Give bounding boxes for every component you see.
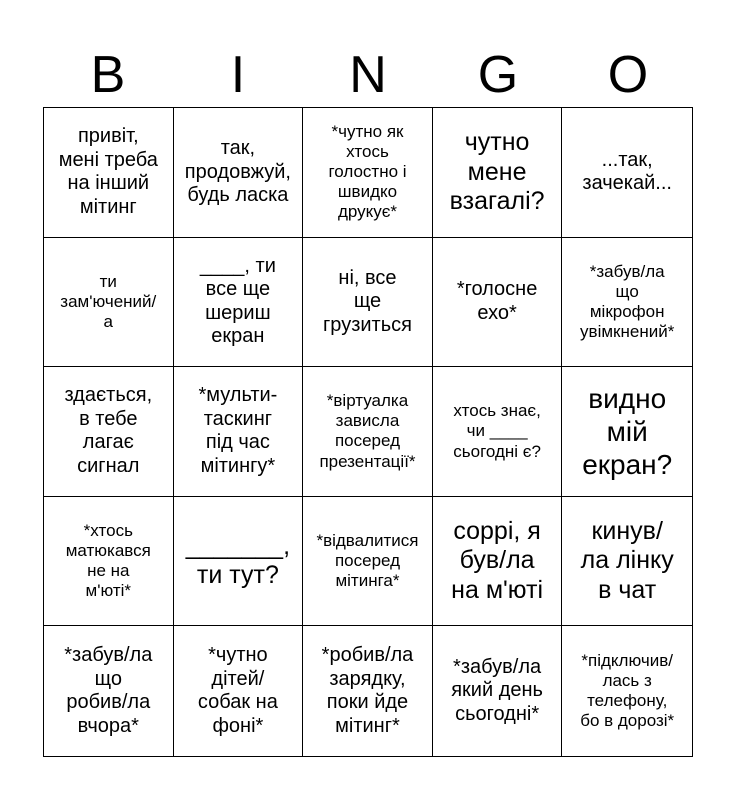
bingo-cell[interactable]: *чутно як хтось голостно і швидко друкує* — [303, 108, 433, 238]
bingo-card — [43, 107, 693, 757]
header-letter-b: B — [90, 46, 126, 104]
header-letter-n: N — [349, 46, 387, 104]
bingo-cell[interactable]: ...так, зачекай... — [562, 108, 692, 238]
bingo-cell[interactable]: видно мій екран? — [562, 367, 692, 497]
bingo-cell[interactable]: ____, ти все ще шериш екран — [174, 238, 304, 368]
bingo-cell[interactable]: *мульти- таскинг під час мітингу* — [174, 367, 304, 497]
bingo-cell[interactable]: *робив/ла зарядку, поки йде мітинг* — [303, 626, 433, 756]
bingo-cell[interactable]: привіт, мені треба на інший мітинг — [44, 108, 174, 238]
bingo-cell[interactable]: *забув/ла що робив/ла вчора* — [44, 626, 174, 756]
bingo-cell[interactable]: хтось знає, чи ____ сьогодні є? — [433, 367, 563, 497]
bingo-cell[interactable]: *відвалитися посеред мітинга* — [303, 497, 433, 627]
bingo-cell[interactable]: *підключив/ лась з телефону, бо в дорозі* — [580, 651, 675, 731]
bingo-cell[interactable]: *голосне ехо* — [433, 238, 563, 368]
bingo-cell[interactable]: ти зам'ючений/ а — [44, 238, 174, 368]
bingo-cell[interactable]: здається, в тебе лагає сигнал — [44, 367, 174, 497]
bingo-cell[interactable]: соррі, я був/ла на м'юті — [433, 497, 563, 627]
bingo-cell[interactable]: *забув/ла який день сьогодні* — [433, 626, 563, 756]
bingo-cell[interactable]: *забув/ла що мікрофон увімкнений* — [562, 238, 692, 368]
header-letter-o: O — [607, 46, 649, 104]
bingo-cell[interactable]: чутно мене взагалі? — [433, 108, 563, 238]
bingo-cell[interactable]: *віртуалка зависла посеред презентації* — [303, 367, 433, 497]
bingo-cell[interactable]: ні, все ще грузиться — [303, 238, 433, 368]
bingo-cell[interactable]: так, продовжуй, будь ласка — [174, 108, 304, 238]
bingo-cell[interactable]: *хтось матюкався не на м'юті* — [44, 497, 174, 627]
bingo-header — [43, 42, 693, 108]
header-letter-i: I — [230, 46, 246, 104]
bingo-cell[interactable]: *чутно дітей/ собак на фоні* — [174, 626, 304, 756]
bingo-cell[interactable]: _______, ти тут? — [174, 497, 304, 627]
bingo-cell[interactable]: кинув/ ла лінку в чат — [562, 497, 692, 627]
header-letter-g: G — [477, 46, 519, 104]
